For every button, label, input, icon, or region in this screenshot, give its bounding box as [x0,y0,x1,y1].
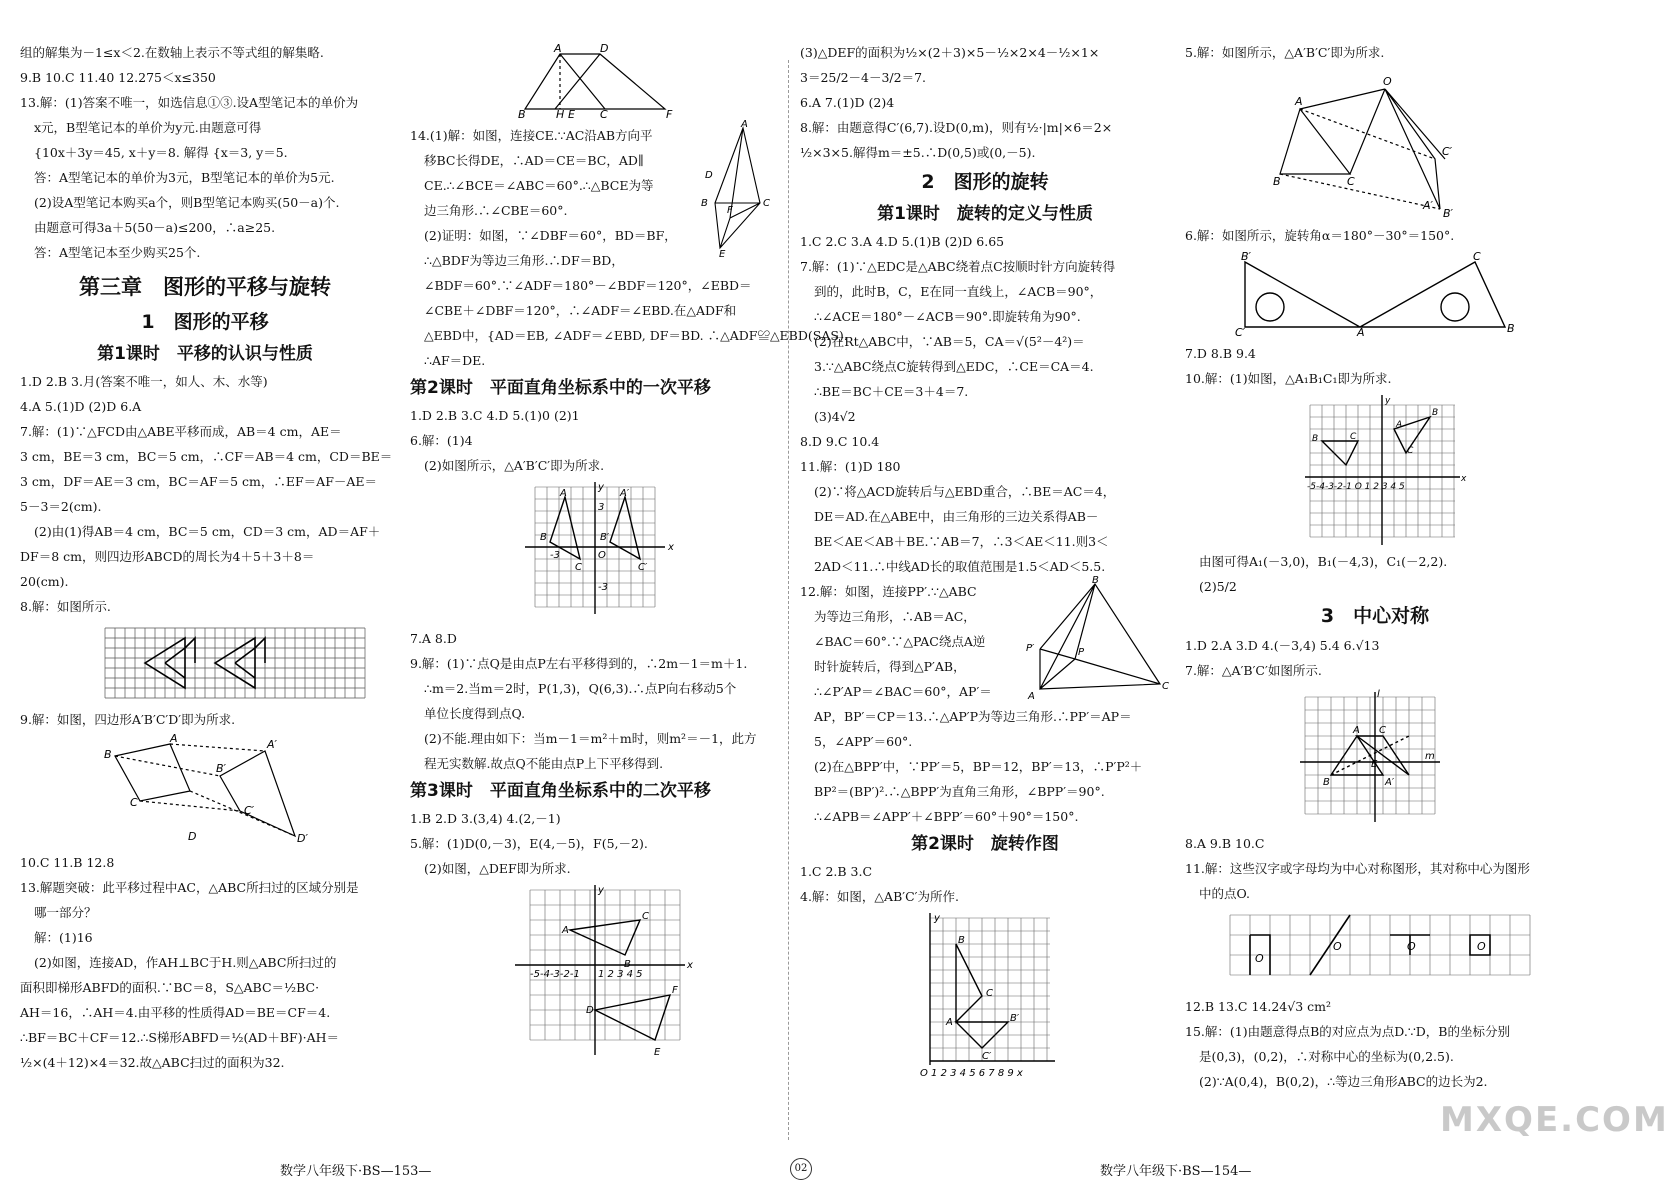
svg-text:B: B [958,935,965,946]
text-line: 到的，此时B，C，E在同一直线上，∠ACB＝90°， [814,284,1103,299]
svg-text:B: B [1273,175,1281,188]
text-line: (2)如图，连接AD，作AH⊥BC于H.则△ABC所扫过的 [34,955,337,970]
text-line: 答：A型笔记本至少购买25个. [34,245,201,260]
svg-text:C: C [1350,432,1357,442]
svg-text:C: C [1162,681,1169,692]
text-line: ∴BE＝BC＋CE＝3＋4＝7. [814,384,969,399]
text-line: 14.(1)解：如图，连接CE.∵AC沿AB方向平 [410,128,653,143]
text-line: 7.解：(1)∵△EDC是△ABC绕着点C按顺时针方向旋转得 [800,259,1116,274]
text-line: ½×(4＋12)×4＝32.故△ABC扫过的面积为32. [20,1055,285,1070]
text-line: 6.解：如图所示，旋转角α＝180°－30°＝150°. [1185,228,1455,243]
text-line: (2)设A型笔记本购买a个，则B型笔记本购买(50－a)个. [34,195,340,210]
text-line: 10.C 11.B 12.8 [20,855,115,870]
rotation-angle-figure [1185,252,1565,337]
text-line: 3.∵△ABC绕点C旋转得到△EDC，∴CE＝CA＝4. [814,359,1094,374]
text-line: AH＝16，∴AH＝4.由平移的性质得AD＝BE＝CF＝4. [20,1005,331,1020]
section-title: 3 中心对称 [1320,605,1430,627]
svg-text:B: B [1312,434,1319,444]
text-line: DF＝8 cm，则四边形ABCD的周长为4＋5＋3＋8＝ [20,549,315,564]
text-line: 13.解题突破：此平移过程中AC，△ABC所扫过的区域分别是 [20,880,359,895]
svg-text:E: E [719,249,726,260]
svg-text:P: P [1078,647,1085,658]
svg-text:D: D [586,1005,594,1016]
svg-text:y: y [1385,396,1391,406]
svg-text:A: A [1357,326,1365,339]
svg-text:C: C [763,198,770,209]
section-title: 2 图形的旋转 [921,171,1049,193]
svg-text:B′: B′ [1010,1013,1020,1024]
text-line: (2)5/2 [1199,579,1237,594]
svg-text:A: A [560,488,567,499]
text-line: AP，BP′＝CP＝13.∴△AP′P为等边三角形.∴PP′＝AP＝ [814,709,1132,724]
text-line: 解：(1)16 [34,930,93,945]
svg-text:A: A [741,119,748,130]
svg-text:D: D [600,42,609,55]
text-line: 是(0,3)，(0,2)，∴对称中心的坐标为(0,2.5). [1199,1049,1454,1064]
text-line: 4.解：如图，△AB′C′为所作. [800,889,959,904]
svg-text:x: x [687,960,693,971]
text-line: (2)如图，△DEF即为所求. [424,861,571,876]
text-line: 7.D 8.B 9.4 [1185,346,1256,361]
svg-text:C: C [130,796,138,809]
text-line: ∠BDF＝60°.∵∠ADF＝180°－∠BDF＝120°，∠EBD＝ [424,278,752,293]
text-line: 8.解：如图所示. [20,599,111,614]
svg-text:D: D [705,170,713,181]
svg-text:B: B [1507,322,1515,335]
text-line: (3)△DEF的面积为½×(2＋3)×5－½×2×4－½×1× [800,45,1100,60]
rhombus-figure [695,119,775,260]
text-line: △EBD中，{AD＝EB, ∠ADF＝∠EBD, DF＝BD. ∴△ADF≌△EBD(SAS). [424,328,848,343]
text-line: 移BC长得DE，∴AD＝CE＝BC，AD∥ [424,153,644,168]
text-line: 20(cm). [20,574,69,589]
svg-text:H: H [556,108,565,121]
svg-text:C: C [1407,446,1414,456]
column-3 [800,40,1170,1087]
svg-text:F: F [672,985,678,996]
text-line: 2AD＜11.∴中线AD长的取值范围是1.5＜AD＜5.5. [814,559,1106,574]
text-line: 1.D 2.B 3.月(答案不唯一，如人、木、水等) [20,374,268,389]
svg-text:C′: C′ [1442,145,1453,158]
text-line: 5，∠APP′＝60°. [814,734,913,749]
svg-text:A: A [562,925,569,936]
svg-text:E: E [1371,759,1378,770]
text-line: 5.解：如图所示，△A′B′C′即为所求. [1185,45,1385,60]
text-line: 12.解：如图，连接PP′.∵△ABC [800,584,977,599]
svg-text:A: A [1295,95,1303,108]
text-line: 1.C 2.C 3.A 4.D 5.(1)B (2)D 6.65 [800,234,1005,249]
svg-text:O: O [1477,940,1486,953]
svg-text:A: A [1028,691,1035,702]
text-line: CE.∴∠BCE＝∠ABC＝60°.∴△BCE为等 [424,178,654,193]
page-footer-left: 数学八年级下·BS—153— [280,1164,432,1179]
text-line: (2)∵A(0,4)，B(0,2)，∴等边三角形ABC的边长为2. [1199,1074,1488,1089]
text-line: 3＝25/2－4－3/2＝7. [800,70,927,85]
text-line: (2)由(1)得AB＝4 cm，BC＝5 cm，CD＝3 cm，AD＝AF＋ [34,524,381,539]
text-line: 5.解：(1)D(0,－3)，E(4,－5)，F(5,－2). [410,836,648,851]
lesson-title: 第1课时 平移的认识与性质 [97,344,313,364]
symmetry-letters-figure [1185,910,1565,990]
fish-grid-figure [20,623,390,703]
svg-text:E: E [654,1047,661,1058]
svg-text:A′: A′ [620,488,630,499]
lesson-title: 第2课时 平面直角坐标系中的一次平移 [410,378,711,398]
text-line: 7.解：(1)∵△FCD由△ABE平移而成，AB＝4 cm，AE＝ [20,424,342,439]
text-line: 边三角形.∴∠CBE＝60°. [424,203,568,218]
svg-text:A: A [1353,725,1360,736]
svg-text:B: B [624,959,631,970]
section-title: 1 图形的平移 [141,311,269,333]
svg-text:B: B [1432,408,1439,418]
text-line: 哪一部分？ [34,905,97,920]
text-line: 答：A型笔记本的单价为3元，B型笔记本的单价为5元. [34,170,335,185]
svg-text:C: C [575,562,582,573]
text-line: 11.解：(1)D 180 [800,459,901,474]
watermark-logo: MXQE.COM [1440,1100,1669,1140]
coordinate-grid-figure [1185,395,1565,545]
svg-text:A: A [170,732,178,745]
column-1 [20,40,393,1075]
text-line: 3 cm，BE＝3 cm，BC＝5 cm，∴CF＝AB＝4 cm，CD＝BE＝ [20,449,393,464]
svg-text:F: F [727,205,733,216]
svg-text:y: y [598,885,604,896]
central-symmetry-figure [1185,687,1565,827]
text-line: ∴∠APB＝∠APP′＋∠BPP′＝60°＋90°＝150°. [814,809,1079,824]
text-line: 面积即梯形ABFD的面积.∵BC＝8，S△ABC＝½BC· [20,980,320,995]
svg-text:x: x [668,542,674,553]
svg-text:C′: C′ [244,804,255,817]
text-line: 8.D 9.C 10.4 [800,434,880,449]
text-line: 为等边三角形，∴AB＝AC， [814,609,976,624]
text-line: 单位长度得到点Q. [424,706,526,721]
text-line: 组的解集为－1≤x＜2.在数轴上表示不等式组的解集略. [20,45,324,60]
svg-text:O: O [598,550,606,561]
svg-text:C′: C′ [638,562,648,573]
text-line: ½×3×5.解得m＝±5.∴D(0,5)或(0,－5). [800,145,1036,160]
svg-text:C: C [600,108,608,121]
lesson-title: 第2课时 旋转作图 [911,834,1059,854]
svg-text:B′: B′ [216,762,227,775]
svg-text:P′: P′ [1026,643,1035,654]
text-line: (2)不能.理由如下：当m－1＝m²＋m时，则m²＝－1，此方 [424,731,757,746]
text-line: 由题意可得3a＋5(50－a)≤200，∴a≥25. [34,220,276,235]
text-line: 10.解：(1)如图，△A₁B₁C₁即为所求. [1185,371,1392,386]
text-line: ∴△BDF为等边三角形.∴DF＝BD， [424,253,624,268]
svg-text:C: C [1473,250,1481,263]
text-line: 6.解：(1)4 [410,433,473,448]
text-line: 1.D 2.B 3.C 4.D 5.(1)0 (2)1 [410,408,580,423]
text-line: BP²＝(BP′)².∴△BPP′为直角三角形，∠BPP′＝90°. [814,784,1105,799]
svg-text:B′: B′ [1241,250,1252,263]
text-line: 4.A 5.(1)D (2)D 6.A [20,399,142,414]
text-line: ∠CBE＋∠DBF＝120°，∴∠ADF＝∠EBD.在△ADF和 [424,303,737,318]
svg-text:A: A [1396,420,1403,430]
svg-text:B: B [1323,777,1330,788]
svg-text:y: y [934,913,940,924]
svg-text:A′: A′ [1423,199,1434,212]
text-line: (2)在△BPP′中，∵PP′＝5，BP＝12，BP′＝13，∴P′P²＋ [814,759,1143,774]
svg-text:C: C [986,988,993,999]
text-line: ∴∠ACE＝180°－∠ACB＝90°.即旋转角为90°. [814,309,1081,324]
text-line: 由图可得A₁(－3,0)，B₁(－4,3)，C₁(－2,2). [1199,554,1448,569]
equilateral-triangle-figure [1020,575,1170,709]
svg-text:D: D [188,830,197,843]
svg-text:O: O [1407,940,1416,953]
svg-text:F: F [666,108,673,121]
text-line: 13.解：(1)答案不唯一，如选信息①③.设A型笔记本的单价为 [20,95,359,110]
text-line: (2)∵将△ACD旋转后与△EBD重合，∴BE＝AC＝4， [814,484,1116,499]
svg-text:-5-4-3-2-1: -5-4-3-2-1 [530,969,580,980]
text-line: 1.C 2.B 3.C [800,864,873,879]
page-mark: 02 [790,1158,812,1180]
text-line: 7.解：△A′B′C′如图所示. [1185,663,1322,678]
text-line: {10x＋3y＝45, x＋y＝8. 解得 {x＝3, y＝5. [34,145,288,160]
text-line: 6.A 7.(1)D (2)4 [800,95,895,110]
text-line: 1.B 2.D 3.(3,4) 4.(2,－1) [410,811,561,826]
svg-text:-5-4-3-2-1 O 1 2 3 4 5: -5-4-3-2-1 O 1 2 3 4 5 [1307,482,1405,492]
svg-text:C: C [1347,175,1355,188]
text-line: (3)4√2 [814,409,856,424]
coordinate-grid-figure [410,482,780,622]
text-line: ∴BF＝BC＋CF＝12.∴S梯形ABFD＝½(AD＋BF)·AH＝ [20,1030,340,1045]
svg-text:1 2 3 4 5: 1 2 3 4 5 [598,969,643,980]
lesson-title: 第1课时 旋转的定义与性质 [877,204,1093,224]
text-line: 5－3＝2(cm). [20,499,102,514]
svg-text:C′: C′ [982,1051,992,1062]
text-line: 时针旋转后，得到△P′AB， [814,659,966,674]
svg-text:m: m [1425,751,1435,762]
text-line: 8.A 9.B 10.C [1185,836,1265,851]
svg-text:y: y [598,482,604,493]
svg-text:B: B [540,532,547,543]
text-line: ∴∠P′AP＝∠BAC＝60°，AP′＝ [814,684,992,699]
text-line: (2)在Rt△ABC中，∵AB＝5，CA＝√(5²－4²)＝ [814,334,1085,349]
svg-text:-3: -3 [550,550,560,561]
text-line: 9.解：如图，四边形A′B′C′D′即为所求. [20,712,236,727]
svg-text:D′: D′ [297,832,308,845]
svg-text:A: A [946,1017,953,1028]
svg-text:A: A [554,42,562,55]
column-4 [1185,40,1565,1094]
svg-text:B: B [1092,575,1099,586]
svg-text:C: C [1379,725,1386,736]
text-line: ∠BAC＝60°.∵△PAC绕点A逆 [814,634,986,649]
svg-text:O: O [1383,75,1392,88]
svg-text:B′: B′ [1443,207,1454,220]
text-line: 11.解：这些汉字或字母均为中心对称图形，其对称中心为图形 [1185,861,1530,876]
coordinate-grid-figure [410,885,780,1060]
svg-text:B: B [518,108,526,121]
svg-text:A′: A′ [267,738,278,751]
svg-text:O: O [1255,952,1264,965]
text-line: (2)证明：如图，∵∠DBF＝60°，BD＝BF， [424,228,677,243]
svg-text:O 1 2 3 4 5 6 7 8 9 x: O 1 2 3 4 5 6 7 8 9 x [920,1068,1023,1079]
text-line: 1.D 2.A 3.D 4.(－3,4) 5.4 6.√13 [1185,638,1380,653]
svg-text:C: C [642,911,649,922]
svg-text:A′: A′ [1385,777,1395,788]
text-line: (2)如图所示，△A′B′C′即为所求. [424,458,605,473]
text-line: DE＝AD.在△ABE中，由三角形的三边关系得AB－ [814,509,1099,524]
text-line: 9.解：(1)∵点Q是由点P左右平移得到的，∴2m－1＝m＋1. [410,656,748,671]
svg-text:E: E [568,108,575,121]
text-line: ∴AF＝DE. [424,353,486,368]
text-line: 程无实数解.故点Q不能由点P上下平移得到. [424,756,664,771]
text-line: 9.B 10.C 11.40 12.275＜x≤350 [20,70,216,85]
svg-text:B′: B′ [600,532,610,543]
lesson-title: 第3课时 平面直角坐标系中的二次平移 [410,781,711,801]
text-line: 中的点O. [1199,886,1250,901]
text-line: 15.解：(1)由题意得点B的对应点为点D.∵D，B的坐标分别 [1185,1024,1510,1039]
svg-text:C′: C′ [1235,326,1246,339]
coordinate-grid-figure [800,913,1170,1083]
rotation-figure [1185,69,1565,219]
trapezoid-figure [410,44,780,119]
svg-text:-3: -3 [598,582,608,593]
text-line: ∴m＝2.当m＝2时，P(1,3)，Q(6,3).∴点P向右移动5个 [424,681,737,696]
text-line: 8.解：由题意得C′(6,7).设D(0,m)，则有½·|m|×6＝2× [800,120,1113,135]
text-line: 3 cm，DF＝AE＝3 cm，BC＝AF＝5 cm，∴EF＝AF－AE＝ [20,474,378,489]
quadrilateral-figure [20,732,390,846]
svg-text:B: B [701,198,708,209]
svg-text:l: l [1377,689,1380,700]
text-line: 7.A 8.D [410,631,457,646]
svg-text:3: 3 [598,502,605,513]
chapter-title: 第三章 图形的平移与旋转 [79,275,331,299]
text-line: 12.B 13.C 14.24√3 cm² [1185,999,1331,1014]
svg-text:O: O [1333,940,1342,953]
svg-text:B: B [104,748,112,761]
text-line: BE＜AE＜AB＋BE.∵AB＝7，∴3＜AE＜11.则3＜ [814,534,1109,549]
page-divider [788,60,789,1140]
svg-text:x: x [1461,474,1467,484]
page-footer-right: 数学八年级下·BS—154— [1100,1164,1252,1179]
text-line: x元，B型笔记本的单价为y元.由题意可得 [34,120,262,135]
